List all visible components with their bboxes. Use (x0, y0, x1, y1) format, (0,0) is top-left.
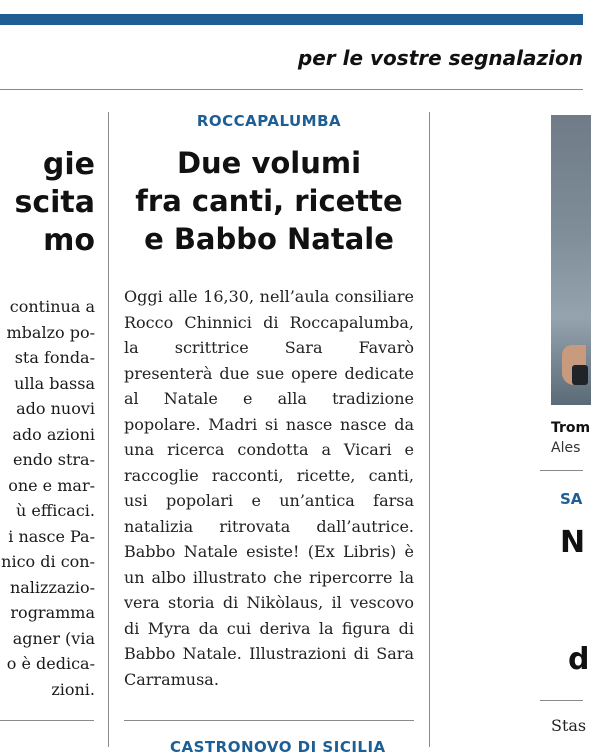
photo-object-detail (572, 365, 588, 385)
right-article-headline-top: N (560, 525, 586, 560)
headline-line: e Babbo Natale (144, 222, 394, 256)
body-line: ulla bassa (14, 373, 95, 393)
body-line: mbalzo po- (6, 322, 95, 342)
right-article-headline-bottom: d (568, 642, 590, 677)
body-line: sta fonda- (14, 348, 95, 367)
header-divider (0, 89, 583, 90)
body-line: ù efficaci. (15, 501, 95, 520)
body-line: zioni. (51, 679, 95, 699)
column-divider-left (108, 112, 109, 747)
body-line: nico di con- (1, 552, 95, 571)
body-line: continua a (9, 297, 95, 316)
headline-line: Due volumi (176, 146, 362, 180)
headline-line: gie (42, 147, 95, 182)
right-column-rule-lower (540, 700, 583, 701)
article-body: Oggi alle 16,30, nell’aula consiliare Rocco Chinnici di Roccapalumba, la scrittrice Sara Favarò presenterà due sue opere dedicate al Natale e alla tradizione popolare. Madri si nasce nasce da una ricerca condotta a Vicari e raccoglie racconti, ricette, canti, usi popolari e un’antica farsa natalizia ritrovata dall’autrice. Babbo Natale esiste! (Ex Libris) è un albo illustrato che ripercorre la vera storia di Nikòlaus, il vescovo di Myra da cui deriva la figura di Babbo Natale. Illustrazioni di Sara Carramusa. (124, 287, 414, 689)
center-column-footer-rule (124, 720, 414, 721)
photo-caption-title: Trom (551, 420, 591, 436)
next-article-kicker: CASTRONOVO DI SICILIA (170, 738, 386, 756)
headline-line: scita (14, 185, 95, 220)
body-line: agner (via (12, 628, 95, 648)
body-line: ado azioni (12, 424, 95, 444)
photo-caption-credit: Ales (551, 440, 581, 456)
body-line: one e mar- (8, 475, 95, 495)
body-line: o è dedica- (6, 654, 95, 673)
left-article-headline (0, 146, 95, 260)
right-column-rule (540, 470, 583, 471)
left-article (0, 112, 95, 702)
right-article-kicker: SA (560, 490, 583, 508)
article-headline (124, 144, 414, 258)
left-article-body (0, 294, 95, 702)
masthead-color-bar (0, 14, 583, 25)
article-kicker: ROCCAPALUMBA (196, 112, 342, 130)
body-line: endo stra- (13, 450, 95, 469)
center-article (124, 112, 414, 692)
headline-line: mo (43, 223, 95, 258)
column-divider-right (429, 112, 430, 747)
body-line: nalizzazio- (9, 577, 95, 597)
body-line: ado nuovi (16, 399, 95, 418)
section-tagline: per le vostre segnalazion (297, 46, 583, 70)
left-column-footer-rule (0, 720, 94, 721)
body-line: rogramma (10, 603, 95, 622)
right-article-body: Stas (551, 716, 587, 735)
headline-line: fra canti, ricette (135, 184, 403, 218)
body-line: i nasce Pa- (8, 526, 95, 546)
